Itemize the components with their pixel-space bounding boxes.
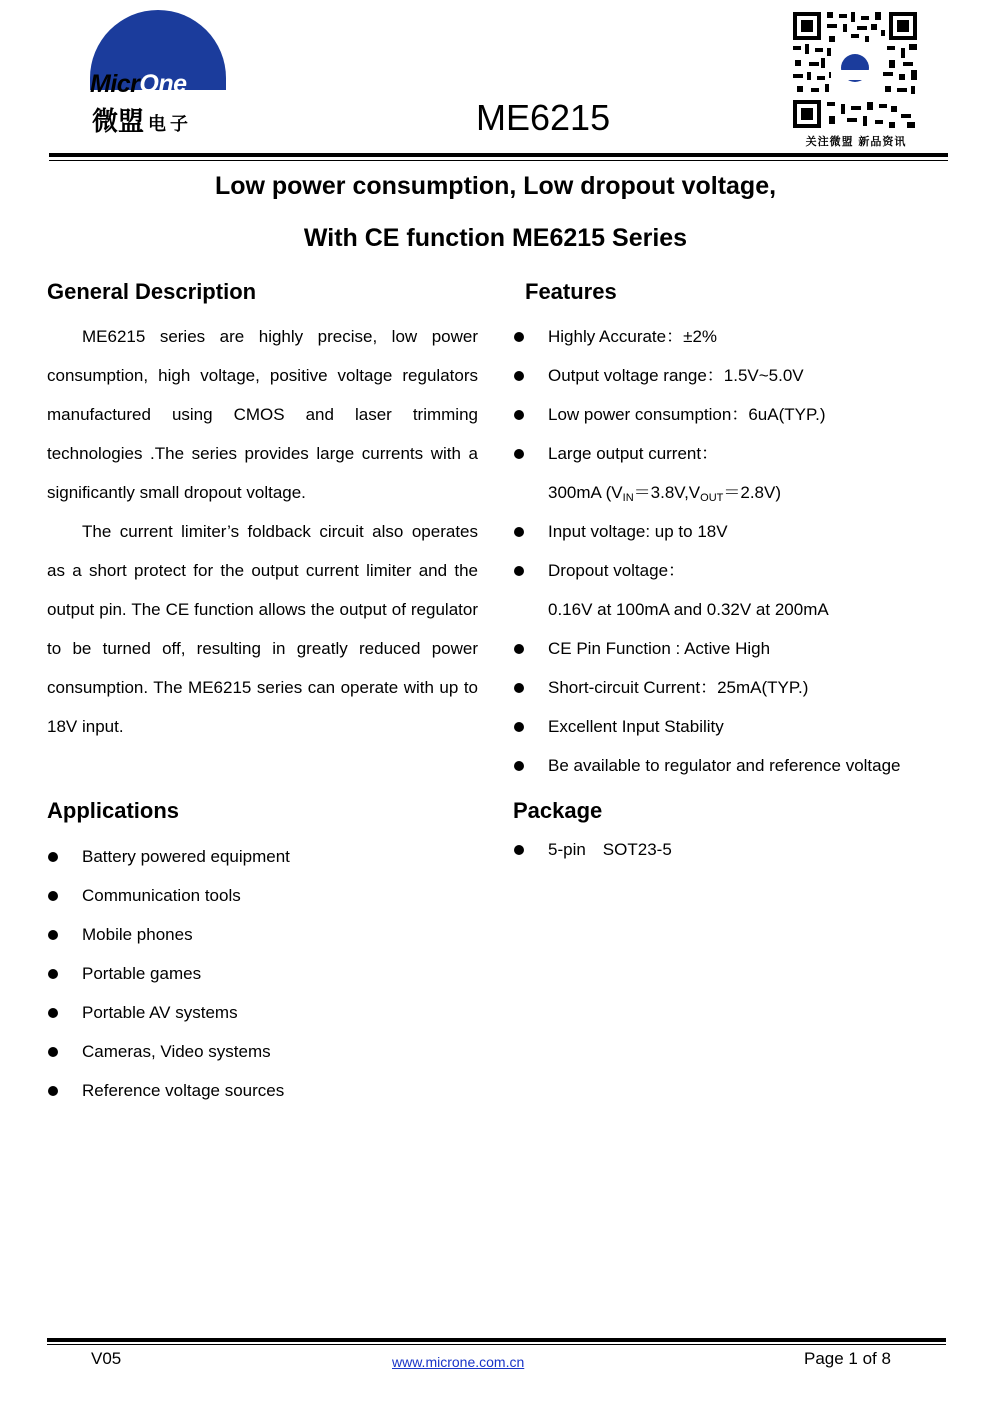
bullet-icon (514, 566, 524, 576)
list-item: Battery powered equipment (48, 837, 468, 876)
bullet-icon (514, 371, 524, 381)
bullet-icon (48, 930, 58, 940)
part-number-title: ME6215 (476, 97, 611, 138)
list-item: Large output current： (514, 434, 934, 473)
bullet-icon (514, 644, 524, 654)
qr-caption: 关注微盟 新品资讯 (805, 135, 907, 148)
bullet-icon (48, 891, 58, 901)
bullet-icon (48, 1008, 58, 1018)
list-item: 5-pin SOT23-5 (514, 830, 934, 869)
list-item: Mobile phones (48, 915, 468, 954)
bullet-icon (514, 449, 524, 459)
list-item: Reference voltage sources (48, 1071, 468, 1110)
list-item: Dropout voltage： (514, 551, 934, 590)
bullet-icon (514, 722, 524, 732)
bullet-icon (514, 683, 524, 693)
list-item: Output voltage range：1.5V~5.0V (514, 356, 934, 395)
website-link[interactable]: www.microne.com.cn (392, 1354, 525, 1370)
bullet-icon (514, 761, 524, 771)
bullet-icon (48, 1086, 58, 1096)
bullet-icon (514, 332, 524, 342)
list-item: Highly Accurate：±2% (514, 317, 934, 356)
list-item-continuation: 0.16V at 100mA and 0.32V at 200mA (548, 600, 829, 619)
features-heading: Features (525, 279, 617, 304)
header-rule (49, 153, 948, 157)
general-description-text (47, 317, 478, 746)
output-current-spec: 300mA $(V_{IN}=3.8V,V_{OUT}=2.8V)$ (548, 483, 782, 504)
footer-version: V05 (91, 1349, 122, 1368)
package-heading: Package (513, 798, 603, 823)
bullet-icon (514, 527, 524, 537)
applications-list (48, 837, 468, 1110)
list-item: Low power consumption：6uA(TYP.) (514, 395, 934, 434)
footer-rule (47, 1338, 946, 1342)
logo-chinese-name: 微盟 电子 (92, 107, 193, 137)
bullet-icon (48, 1047, 58, 1057)
document-title-line1: Low power consumption, Low dropout voltage, (214, 172, 777, 200)
list-item: Short-circuit Current：25mA(TYP.) (514, 668, 934, 707)
footer-rule-thin (47, 1344, 946, 1345)
list-item: Be available to regulator and reference voltage (514, 746, 934, 785)
applications-heading: Applications (47, 798, 180, 823)
list-item: Portable AV systems (48, 993, 468, 1032)
qr-code-icon (791, 10, 919, 130)
bullet-icon (514, 410, 524, 420)
company-logo (86, 10, 231, 135)
footer-website (392, 1352, 524, 1372)
bullet-icon (48, 969, 58, 979)
list-item: Cameras, Video systems (48, 1032, 468, 1071)
footer-page-number: Page 1 of 8 (804, 1349, 891, 1368)
list-item: Input voltage: up to 18V (514, 512, 934, 551)
package-list (514, 830, 934, 869)
logo-wordmark: MicrOne (90, 70, 187, 98)
description-paragraph: ME6215 series are highly precise, low power consumption, high voltage, positive voltage regulators manufactured using CMOS and laser trimming technologies .The series provides large currents with a significantly small dropout voltage. (47, 327, 478, 502)
bullet-icon (48, 852, 58, 862)
document-title-line2: With CE function ME6215 Series (303, 224, 688, 252)
header-rule-thin (49, 160, 948, 161)
features-list (514, 317, 934, 785)
list-item: Portable games (48, 954, 468, 993)
description-paragraph: The current limiter’s foldback circuit also operates as a short protect for the output current limiter and the output pin. The CE function allows the output of regulator to be turned off, resulting in greatly reduced power consumption. The ME6215 series can operate with up to 18V input. (47, 522, 478, 736)
general-description-heading: General Description (47, 279, 257, 304)
bullet-icon (514, 845, 524, 855)
list-item: Excellent Input Stability (514, 707, 934, 746)
list-item: CE Pin Function : Active High (514, 629, 934, 668)
list-item-continuation (514, 473, 934, 512)
list-item: Communication tools (48, 876, 468, 915)
